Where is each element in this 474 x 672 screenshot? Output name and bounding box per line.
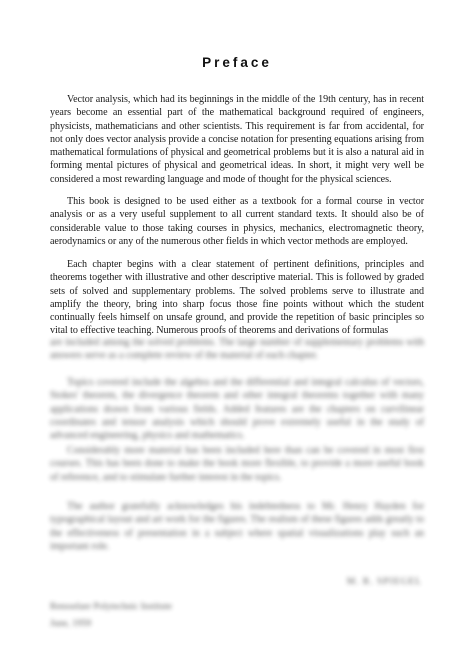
blurred-affiliation: Rensselaer Polytechnic Institute [50, 602, 172, 612]
paragraph-1: Vector analysis, which had its beginnings in the middle of the 19th century, has in recent years become an essential part of the mathematical background required of engineers, physicists, mathematicians and other scientists. This requirement is far from accidental, for not only does vector analysis provide a concise notation for presenting equations arising from mathematical formulations of physical and geometrical problems but it is also a natural aid in forming mental pictures of physical and geometrical ideas. In short, it might very well be considered a most rewarding language and mode of thought for the physical sciences. [50, 94, 424, 185]
blurred-paragraph-3-continuation: are included among the solved problems. The large number of supplementary problems with answers serve as a complete review of the material of each chapter. [50, 337, 424, 362]
paragraph-2: This book is designed to be used either as a textbook for a formal course in vector analysis or as a very useful supplement to all current standard texts. It should also be of considerable value to those taking courses in physics, mechanics, electromagnetic theory, aerodynamics or any of the numerous other fields in which vector methods are employed. [50, 196, 424, 247]
blurred-paragraph-6: The author gratefully acknowledges his indebtedness to Mr. Henry Hayden for typographical layout and art work for the figures. The realism of these figures adds greatly to the effectiveness of presentation in a subject where spatial visualizations play such an important role. [50, 501, 424, 552]
paragraph-3: Each chapter begins with a clear statement of pertinent definitions, principles and theorems together with illustrative and other descriptive material. This is followed by graded sets of solved and supplementary problems. The solved problems serve to illustrate and amplify the theory, bring into sharp focus those fine points without which the student continually feels himself on unsafe ground, and provide the repetition of basic principles so vital to effective teaching. Numerous proofs of theorems and derivations of formulas [50, 259, 424, 337]
blurred-date: June, 1959 [50, 619, 92, 629]
page-title: Preface [202, 55, 272, 70]
blurred-paragraph-5: Considerably more material has been included here than can be covered in most first courses. This has been done to make the book more flexible, to provide a more useful book of reference, and to stimulate further interest in the topics. [50, 445, 424, 483]
blurred-paragraph-4: Topics covered include the algebra and the differential and integral calculus of vectors, Stokes' theorem, the divergence theorem and other integral theorems together with many applications drawn from various fields. Added features are the chapters on curvilinear coordinates and tensor analysis which should prove extremely useful in the study of advanced engineering, physics and mathematics. [50, 377, 424, 442]
blurred-signature: M. R. SPIEGEL [346, 577, 422, 587]
